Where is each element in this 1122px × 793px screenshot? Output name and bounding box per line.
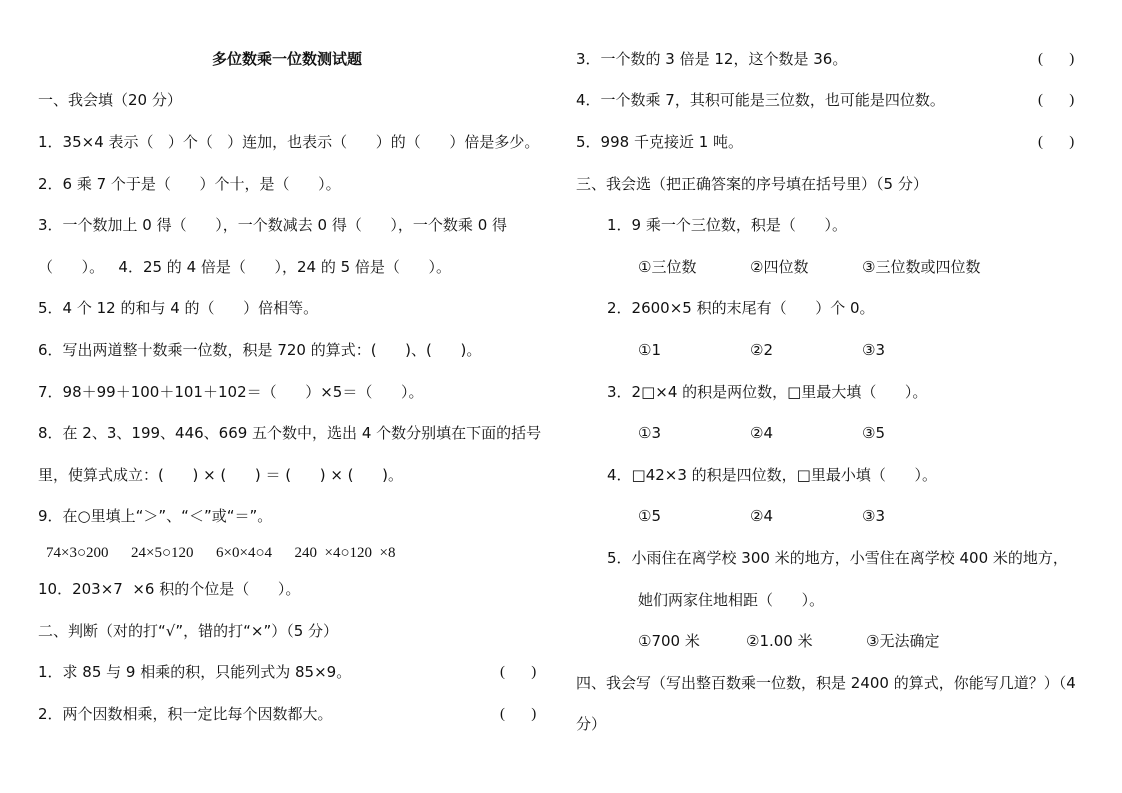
comparison-expressions: 74×3○200 24×5○120 6×0×4○4 240 ×4○120 ×8 <box>46 545 396 561</box>
answer-blank[interactable]: ( ) <box>500 664 537 680</box>
question-text: 3．一个数加上 0 得（ ），一个数减去 0 得（ ），一个数乘 0 得 <box>38 216 508 234</box>
question-text: 8．在 2、3、199、446、669 五个数中，选出 4 个数分别填在下面的括号 <box>38 424 542 442</box>
choice-option: ①5 <box>638 507 661 525</box>
choice-option: ②4 <box>750 424 773 442</box>
answer-blank[interactable]: ( ) <box>1038 92 1075 108</box>
choice-question: 3．2□×4 的积是两位数，□里最大填（ ）。 <box>607 383 928 401</box>
choice-option: ①三位数 <box>638 258 697 276</box>
section1-heading: 一、我会填（20 分） <box>38 91 182 109</box>
judge-question: 2．两个因数相乘，积一定比每个因数都大。 <box>38 705 333 723</box>
choice-option: ①700 米 <box>638 632 700 650</box>
choice-question: 4．□42×3 的积是四位数，□里最小填（ ）。 <box>607 466 937 484</box>
choice-option: ②四位数 <box>750 258 809 276</box>
choice-option: ③3 <box>862 341 885 359</box>
judge-question: 1．求 85 与 9 相乘的积，只能列式为 85×9。 <box>38 663 352 681</box>
choice-question: 5．小雨住在离学校 300 米的地方，小雪住在离学校 400 米的地方， <box>607 549 1068 567</box>
choice-option: ③5 <box>862 424 885 442</box>
question-text: 1．35×4 表示（ ）个（ ）连加，也表示（ ）的（ ）倍是多少。 <box>38 133 540 151</box>
answer-blank[interactable]: ( ) <box>500 706 537 722</box>
question-text: 里，使算式成立：( ) × ( ) ＝ ( ) × ( )。 <box>38 466 403 484</box>
answer-blank[interactable]: ( ) <box>1038 51 1075 67</box>
section3-heading: 三、我会选（把正确答案的序号填在括号里）（5 分） <box>576 175 928 193</box>
question-text: 2．6 乘 7 个于是（ ）个十，是（ ）。 <box>38 175 341 193</box>
choice-question-cont: 她们两家住地相距（ ）。 <box>638 591 825 609</box>
question-text: 6．写出两道整十数乘一位数，积是 720 的算式：( )、( )。 <box>38 341 482 359</box>
question-text: 10．203×7 ×6 积的个位是（ ）。 <box>38 580 301 598</box>
page-title: 多位数乘一位数测试题 <box>212 50 363 68</box>
choice-option: ③三位数或四位数 <box>862 258 981 276</box>
judge-question: 5．998 千克接近 1 吨。 <box>576 133 744 151</box>
answer-blank[interactable]: ( ) <box>1038 134 1075 150</box>
judge-question: 4．一个数乘 7，其积可能是三位数，也可能是四位数。 <box>576 91 945 109</box>
question-text: （ ）。 4．25 的 4 倍是（ ），24 的 5 倍是（ ）。 <box>38 258 452 276</box>
choice-question: 2．2600×5 积的末尾有（ ）个 0。 <box>607 299 875 317</box>
choice-option: ①1 <box>638 341 661 359</box>
section2-heading: 二、判断（对的打“√”，错的打“×”）（5 分） <box>38 622 339 640</box>
choice-question: 1．9 乘一个三位数，积是（ ）。 <box>607 216 847 234</box>
question-text: 7．98＋99＋100＋101＋102＝（ ）×5＝（ ）。 <box>38 383 424 401</box>
question-text: 5．4 个 12 的和与 4 的（ ）倍相等。 <box>38 299 319 317</box>
choice-option: ②4 <box>750 507 773 525</box>
section4-heading-cont: 分） <box>576 715 607 733</box>
choice-option: ②1.00 米 <box>746 632 813 650</box>
choice-option: ①3 <box>638 424 661 442</box>
question-text: 9．在○里填上“＞”、“＜”或“＝”。 <box>38 507 273 525</box>
choice-option: ③3 <box>862 507 885 525</box>
section4-heading: 四、我会写（写出整百数乘一位数，积是 2400 的算式，你能写几道？）（4 <box>576 674 1076 692</box>
choice-option: ③无法确定 <box>866 632 940 650</box>
judge-question: 3．一个数的 3 倍是 12，这个数是 36。 <box>576 50 848 68</box>
choice-option: ②2 <box>750 341 773 359</box>
